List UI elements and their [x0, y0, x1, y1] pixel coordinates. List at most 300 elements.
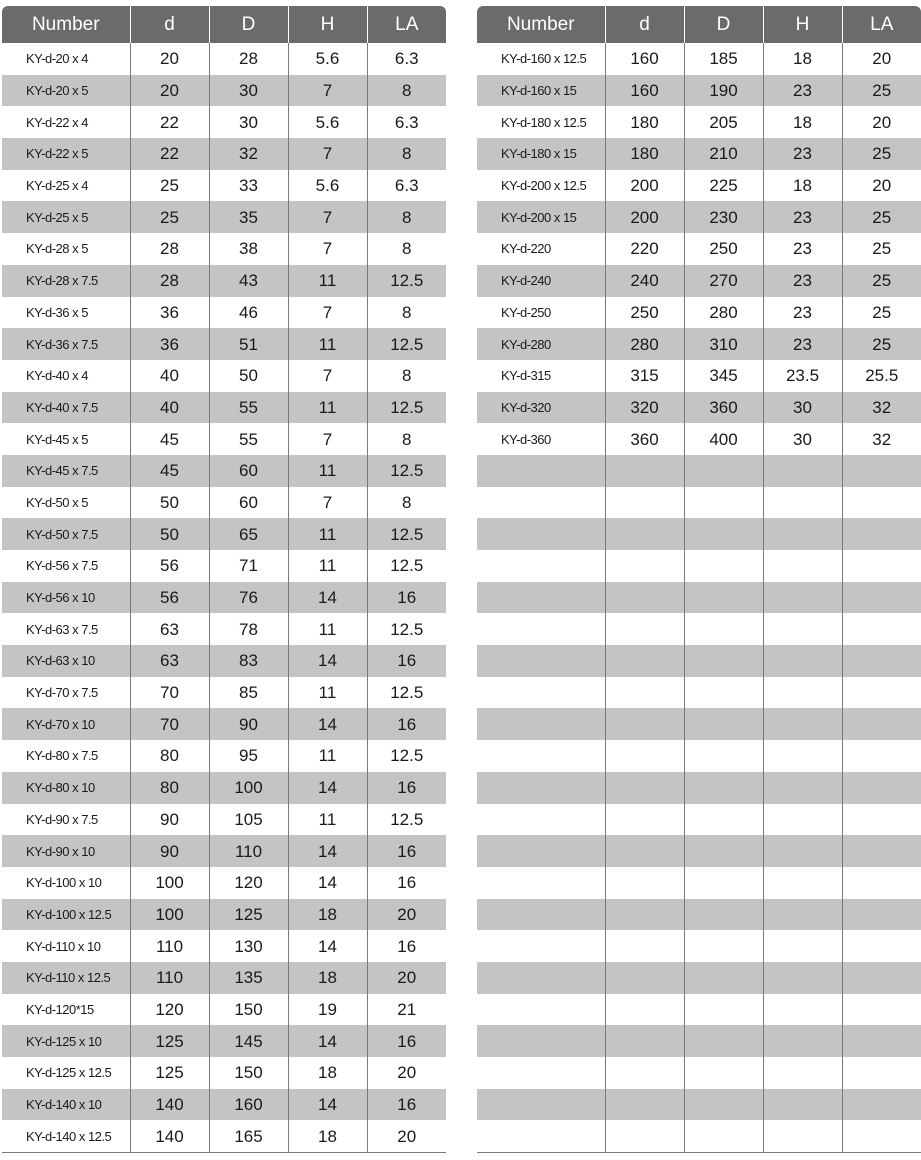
cell-D	[684, 867, 763, 899]
cell-D: 185	[684, 43, 763, 75]
cell-LA	[842, 613, 921, 645]
cell-H: 7	[288, 75, 367, 107]
cell-LA: 12.5	[367, 328, 446, 360]
cell-number	[477, 772, 605, 804]
cell-LA: 6.3	[367, 170, 446, 202]
cell-LA	[842, 930, 921, 962]
table-row	[2, 550, 446, 582]
cell-LA	[842, 835, 921, 867]
cell-D	[684, 613, 763, 645]
table-row	[477, 138, 921, 170]
cell-LA	[842, 455, 921, 487]
cell-number: KY-d-20 x 4	[26, 51, 88, 67]
table-row	[2, 265, 446, 297]
cell-number: KY-d-22 x 4	[26, 114, 88, 130]
cell-number: KY-d-100 x 12.5	[2, 899, 130, 931]
table-row	[2, 201, 446, 233]
cell-LA: 20	[367, 962, 446, 994]
cell-D: 230	[684, 201, 763, 233]
cell-number	[477, 930, 605, 962]
cell-D: 130	[209, 930, 288, 962]
cell-number: KY-d-28 x 5	[26, 241, 88, 257]
cell-LA: 6.3	[367, 106, 446, 138]
table-row	[2, 328, 446, 360]
cell-number	[477, 804, 605, 836]
table-row	[477, 550, 921, 582]
cell-d	[605, 518, 684, 550]
table-row	[2, 899, 446, 931]
table-row	[2, 297, 446, 329]
cell-D: 43	[209, 265, 288, 297]
cell-d	[605, 582, 684, 614]
cell-D: 76	[209, 582, 288, 614]
cell-D: 60	[209, 487, 288, 519]
cell-H	[763, 582, 842, 614]
table-row	[2, 43, 446, 75]
cell-D: 100	[209, 772, 288, 804]
table-row	[477, 170, 921, 202]
cell-D	[684, 1025, 763, 1057]
cell-LA	[842, 772, 921, 804]
cell-LA: 12.5	[367, 455, 446, 487]
cell-H: 30	[763, 392, 842, 424]
cell-H: 5.6	[288, 170, 367, 202]
cell-H	[763, 518, 842, 550]
cell-number: KY-d-36 x 5	[26, 304, 88, 320]
cell-number	[477, 487, 605, 519]
cell-number: KY-d-315	[501, 368, 551, 384]
cell-D: 345	[684, 360, 763, 392]
cell-number: KY-d-160 x 12.5	[501, 51, 587, 67]
cell-LA	[842, 899, 921, 931]
cell-d	[605, 962, 684, 994]
cell-H: 7	[288, 487, 367, 519]
cell-number: KY-d-240	[477, 265, 605, 297]
cell-d	[605, 804, 684, 836]
cell-LA: 8	[367, 360, 446, 392]
header-H: H	[288, 6, 367, 43]
table-row	[2, 835, 446, 867]
cell-H: 23	[763, 75, 842, 107]
cell-LA: 25	[842, 265, 921, 297]
table-row	[477, 1057, 921, 1089]
cell-d: 240	[605, 265, 684, 297]
right-table-body	[477, 43, 921, 1153]
table-row	[477, 994, 921, 1026]
cell-d: 63	[130, 645, 209, 677]
table-row	[477, 487, 921, 519]
cell-d	[605, 1089, 684, 1121]
cell-d	[605, 708, 684, 740]
cell-d: 280	[605, 328, 684, 360]
cell-d: 28	[130, 233, 209, 265]
cell-H	[763, 1089, 842, 1121]
cell-LA: 16	[367, 930, 446, 962]
cell-D: 38	[209, 233, 288, 265]
cell-H	[763, 899, 842, 931]
cell-number: KY-d-125 x 10	[2, 1025, 130, 1057]
cell-H: 14	[288, 930, 367, 962]
cell-number	[477, 1120, 605, 1152]
cell-d: 40	[130, 360, 209, 392]
cell-H: 11	[288, 392, 367, 424]
cell-D: 35	[209, 201, 288, 233]
cell-LA: 25	[842, 328, 921, 360]
cell-number: KY-d-140 x 12.5	[2, 1120, 130, 1152]
cell-D	[684, 645, 763, 677]
header-D: D	[209, 6, 288, 43]
cell-number: KY-d-28 x 7.5	[2, 265, 130, 297]
table-row	[477, 328, 921, 360]
cell-H	[763, 645, 842, 677]
cell-LA: 20	[842, 170, 921, 202]
cell-number: KY-d-20 x 5	[2, 75, 130, 107]
table-row	[2, 518, 446, 550]
cell-D: 135	[209, 962, 288, 994]
cell-d	[605, 677, 684, 709]
cell-D	[684, 550, 763, 582]
cell-H: 14	[288, 708, 367, 740]
cell-D: 85	[209, 677, 288, 709]
cell-number: KY-d-80 x 10	[2, 772, 130, 804]
cell-H	[763, 677, 842, 709]
cell-d	[605, 994, 684, 1026]
header-D: D	[684, 6, 763, 43]
cell-H	[763, 1120, 842, 1152]
cell-LA: 12.5	[367, 265, 446, 297]
table-row	[2, 360, 446, 392]
cell-d: 100	[130, 899, 209, 931]
cell-LA	[842, 962, 921, 994]
cell-d: 20	[130, 75, 209, 107]
header-row	[2, 6, 446, 43]
cell-H: 23	[763, 233, 842, 265]
cell-number	[477, 994, 605, 1026]
cell-number	[477, 962, 605, 994]
header-row	[477, 6, 921, 43]
cell-d: 200	[605, 201, 684, 233]
cell-H: 14	[288, 582, 367, 614]
cell-D: 145	[209, 1025, 288, 1057]
cell-number: KY-d-250	[501, 304, 551, 320]
cell-H	[763, 1025, 842, 1057]
cell-LA: 21	[367, 994, 446, 1026]
cell-d	[605, 455, 684, 487]
cell-d	[605, 645, 684, 677]
cell-H: 11	[288, 518, 367, 550]
cell-number: KY-d-25 x 5	[2, 201, 130, 233]
table-row	[477, 423, 921, 455]
table-row	[477, 962, 921, 994]
cell-number: KY-d-45 x 5	[26, 431, 88, 447]
table-row	[477, 677, 921, 709]
cell-number: KY-d-200 x 12.5	[501, 178, 587, 194]
cell-d: 25	[130, 170, 209, 202]
cell-d	[605, 867, 684, 899]
cell-H: 7	[288, 297, 367, 329]
cell-d: 56	[130, 582, 209, 614]
cell-LA: 16	[367, 835, 446, 867]
cell-LA: 8	[367, 297, 446, 329]
cell-H: 14	[288, 835, 367, 867]
cell-D: 105	[209, 804, 288, 836]
cell-d: 90	[130, 804, 209, 836]
cell-d: 110	[130, 930, 209, 962]
cell-LA	[842, 518, 921, 550]
cell-LA: 25	[842, 201, 921, 233]
table-row	[2, 487, 446, 519]
cell-LA: 8	[367, 423, 446, 455]
cell-D: 95	[209, 740, 288, 772]
cell-number	[477, 708, 605, 740]
cell-number: KY-d-56 x 10	[2, 582, 130, 614]
cell-LA: 8	[367, 487, 446, 519]
table-row	[2, 75, 446, 107]
cell-d: 320	[605, 392, 684, 424]
table-row	[2, 392, 446, 424]
table-row	[2, 867, 446, 899]
cell-d: 70	[130, 677, 209, 709]
table-row	[2, 772, 446, 804]
cell-number: KY-d-50 x 7.5	[2, 518, 130, 550]
cell-number: KY-d-160 x 15	[477, 75, 605, 107]
cell-number: KY-d-25 x 4	[26, 178, 88, 194]
table-row	[2, 106, 446, 138]
cell-LA	[842, 708, 921, 740]
cell-H: 7	[288, 423, 367, 455]
cell-LA: 25	[842, 233, 921, 265]
cell-number	[477, 582, 605, 614]
cell-d	[605, 899, 684, 931]
cell-number: KY-d-220	[501, 241, 551, 257]
cell-number: KY-d-100 x 10	[26, 875, 102, 891]
cell-LA: 25	[842, 75, 921, 107]
cell-D: 71	[209, 550, 288, 582]
table-row	[477, 1089, 921, 1121]
cell-d	[605, 613, 684, 645]
cell-H	[763, 487, 842, 519]
table-row	[2, 1057, 446, 1089]
table-row	[477, 201, 921, 233]
cell-LA	[842, 1089, 921, 1121]
header-LA: LA	[842, 6, 921, 43]
cell-H: 23	[763, 265, 842, 297]
cell-H: 18	[763, 43, 842, 75]
cell-number: KY-d-110 x 10	[26, 938, 101, 954]
cell-D: 46	[209, 297, 288, 329]
table-row	[2, 1120, 446, 1152]
cell-D	[684, 677, 763, 709]
cell-H: 23	[763, 328, 842, 360]
cell-d: 28	[130, 265, 209, 297]
table-row	[2, 930, 446, 962]
cell-H	[763, 455, 842, 487]
cell-D: 32	[209, 138, 288, 170]
table-row	[477, 899, 921, 931]
cell-D	[684, 1120, 763, 1152]
cell-LA: 8	[367, 201, 446, 233]
left-table-body	[2, 43, 446, 1153]
cell-LA: 8	[367, 138, 446, 170]
table-row	[477, 392, 921, 424]
cell-d: 36	[130, 328, 209, 360]
cell-D: 90	[209, 708, 288, 740]
cell-D: 270	[684, 265, 763, 297]
cell-D: 78	[209, 613, 288, 645]
cell-LA: 12.5	[367, 740, 446, 772]
cell-D: 205	[684, 106, 763, 138]
cell-number: KY-d-140 x 10	[2, 1089, 130, 1121]
cell-number	[477, 1025, 605, 1057]
cell-D: 28	[209, 43, 288, 75]
cell-D: 65	[209, 518, 288, 550]
cell-D: 120	[209, 867, 288, 899]
cell-d: 50	[130, 518, 209, 550]
cell-H: 5.6	[288, 106, 367, 138]
table-row	[477, 613, 921, 645]
cell-LA: 16	[367, 1025, 446, 1057]
cell-LA: 12.5	[367, 518, 446, 550]
header-LA: LA	[367, 6, 446, 43]
cell-number	[477, 645, 605, 677]
cell-d	[605, 487, 684, 519]
cell-d: 40	[130, 392, 209, 424]
cell-D: 30	[209, 106, 288, 138]
cell-H: 7	[288, 138, 367, 170]
table-row	[477, 518, 921, 550]
cell-H: 7	[288, 201, 367, 233]
cell-number: KY-d-80 x 7.5	[26, 748, 98, 764]
cell-LA: 16	[367, 867, 446, 899]
table-row	[2, 1025, 446, 1057]
cell-d	[605, 835, 684, 867]
cell-D	[684, 899, 763, 931]
cell-d	[605, 930, 684, 962]
cell-LA	[842, 1025, 921, 1057]
cell-D: 51	[209, 328, 288, 360]
table-row	[477, 233, 921, 265]
cell-number	[477, 455, 605, 487]
table-row	[2, 582, 446, 614]
cell-d	[605, 1057, 684, 1089]
cell-d: 80	[130, 740, 209, 772]
cell-d: 125	[130, 1025, 209, 1057]
cell-d: 25	[130, 201, 209, 233]
cell-LA	[842, 1057, 921, 1089]
cell-D	[684, 455, 763, 487]
cell-D: 30	[209, 75, 288, 107]
cell-LA	[842, 867, 921, 899]
cell-LA: 8	[367, 75, 446, 107]
cell-LA: 16	[367, 645, 446, 677]
cell-LA: 16	[367, 708, 446, 740]
table-row	[477, 360, 921, 392]
cell-D: 190	[684, 75, 763, 107]
cell-number: KY-d-70 x 7.5	[26, 685, 98, 701]
cell-d: 125	[130, 1057, 209, 1089]
cell-H: 11	[288, 613, 367, 645]
cell-D	[684, 582, 763, 614]
cell-D: 150	[209, 994, 288, 1026]
cell-H	[763, 804, 842, 836]
cell-d: 140	[130, 1120, 209, 1152]
cell-H: 11	[288, 804, 367, 836]
cell-H: 23	[763, 138, 842, 170]
cell-number	[477, 899, 605, 931]
cell-D: 125	[209, 899, 288, 931]
cell-number	[477, 518, 605, 550]
cell-d: 110	[130, 962, 209, 994]
cell-d	[605, 740, 684, 772]
table-row	[477, 772, 921, 804]
cell-number: KY-d-125 x 12.5	[26, 1065, 112, 1081]
cell-D	[684, 962, 763, 994]
cell-LA	[842, 677, 921, 709]
cell-H: 14	[288, 645, 367, 677]
cell-number	[477, 550, 605, 582]
cell-d: 220	[605, 233, 684, 265]
table-row	[477, 1120, 921, 1152]
table-row	[477, 582, 921, 614]
cell-d: 80	[130, 772, 209, 804]
table-row	[477, 804, 921, 836]
cell-LA: 12.5	[367, 677, 446, 709]
cell-number: KY-d-22 x 5	[2, 138, 130, 170]
header-H: H	[763, 6, 842, 43]
cell-number	[477, 613, 605, 645]
table-row	[2, 170, 446, 202]
table-row	[477, 835, 921, 867]
cell-H: 18	[763, 106, 842, 138]
cell-number: KY-d-50 x 5	[26, 494, 88, 510]
cell-H	[763, 867, 842, 899]
cell-H: 14	[288, 1089, 367, 1121]
cell-number: KY-d-90 x 10	[2, 835, 130, 867]
cell-number	[477, 835, 605, 867]
cell-H	[763, 550, 842, 582]
cell-LA: 8	[367, 233, 446, 265]
table-row	[2, 423, 446, 455]
table-row	[477, 106, 921, 138]
cell-LA: 12.5	[367, 550, 446, 582]
cell-LA: 16	[367, 772, 446, 804]
cell-number	[477, 1057, 605, 1089]
cell-LA: 20	[367, 1057, 446, 1089]
spec-table-right	[477, 6, 921, 1153]
cell-D	[684, 835, 763, 867]
cell-H: 18	[288, 962, 367, 994]
cell-H: 18	[288, 1057, 367, 1089]
table-row	[477, 740, 921, 772]
cell-H	[763, 930, 842, 962]
cell-d: 45	[130, 455, 209, 487]
table-row	[2, 138, 446, 170]
cell-number	[477, 867, 605, 899]
cell-H: 5.6	[288, 43, 367, 75]
header-d: d	[605, 6, 684, 43]
cell-number: KY-d-36 x 7.5	[2, 328, 130, 360]
cell-number: KY-d-90 x 7.5	[26, 811, 98, 827]
cell-LA: 12.5	[367, 804, 446, 836]
table-row	[2, 645, 446, 677]
cell-d: 56	[130, 550, 209, 582]
cell-LA: 16	[367, 582, 446, 614]
cell-D: 210	[684, 138, 763, 170]
cell-d: 180	[605, 138, 684, 170]
cell-LA: 12.5	[367, 613, 446, 645]
table-row	[477, 645, 921, 677]
table-row	[477, 930, 921, 962]
